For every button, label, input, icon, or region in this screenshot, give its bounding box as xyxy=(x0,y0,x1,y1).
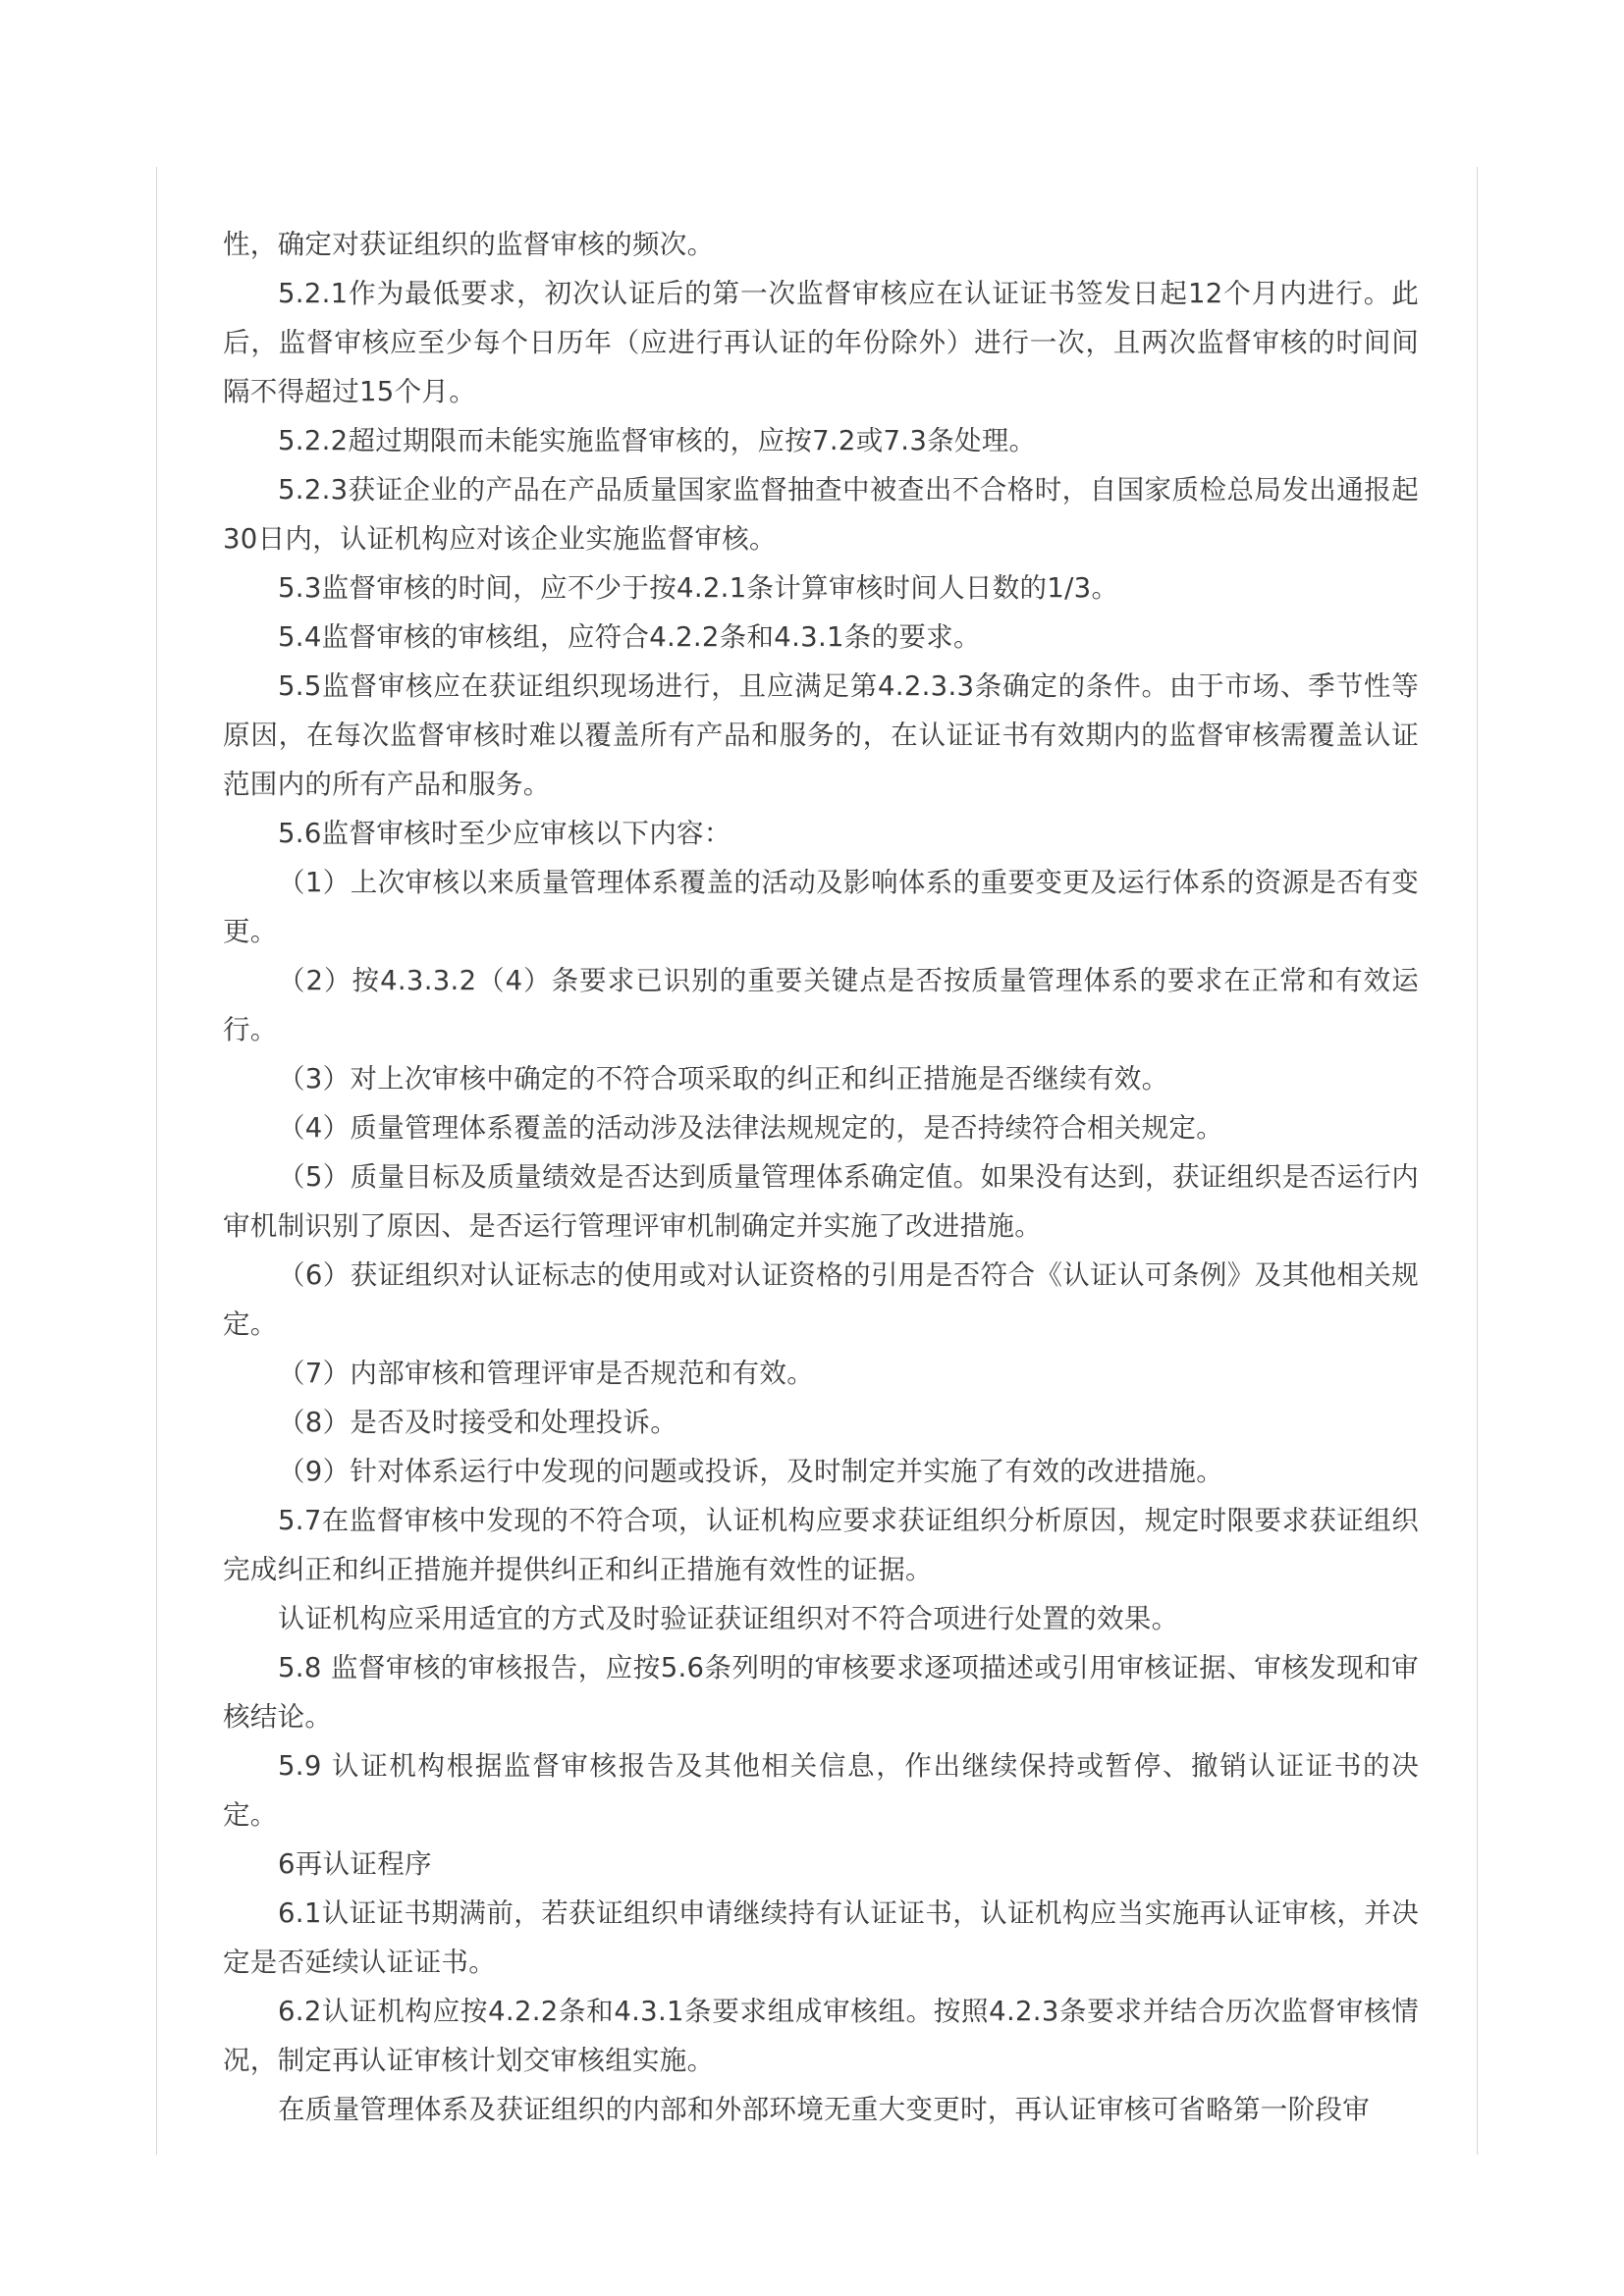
list-item: （8）是否及时接受和处理投诉。 xyxy=(278,1407,677,1438)
section-heading: 6再认证程序 xyxy=(278,1848,432,1880)
list-item: （7）内部审核和管理评审是否规范和有效。 xyxy=(278,1358,814,1389)
document-body xyxy=(223,220,1419,2134)
paragraph: 6.2认证机构应按4.2.2条和4.3.1条要求组成审核组。按照4.2.3条要求并结合历次监督审核情况，制定再认证审核计划交审核组实施。 xyxy=(223,1996,1419,2076)
list-item: （1）上次审核以来质量管理体系覆盖的活动及影响体系的重要变更及运行体系的资源是否有变更。 xyxy=(223,867,1419,947)
paragraph: 在质量管理体系及获证组织的内部和外部环境无重大变更时，再认证审核可省略第一阶段审 xyxy=(278,2094,1370,2125)
page-border-left xyxy=(156,167,157,2155)
paragraph: 5.4监督审核的审核组，应符合4.2.2条和4.3.1条的要求。 xyxy=(278,621,981,653)
list-item: （2）按4.3.3.2（4）条要求已识别的重要关键点是否按质量管理体系的要求在正常和有效运行。 xyxy=(223,965,1419,1045)
paragraph: 5.5监督审核应在获证组织现场进行，且应满足第4.2.3.3条确定的条件。由于市场、季节性等原因，在每次监督审核时难以覆盖所有产品和服务的，在认证证书有效期内的监督审核需覆盖认证范围内的所有产品和服务。 xyxy=(223,670,1419,800)
paragraph: 6.1认证证书期满前，若获证组织申请继续持有认证证书，认证机构应当实施再认证审核，并决定是否延续认证证书。 xyxy=(223,1897,1419,1978)
paragraph: 5.2.1作为最低要求，初次认证后的第一次监督审核应在认证证书签发日起12个月内进行。此后，监督审核应至少每个日历年（应进行再认证的年份除外）进行一次，且两次监督审核的时间间隔不得超过15个月。 xyxy=(223,278,1419,407)
paragraph: 5.9 认证机构根据监督审核报告及其他相关信息，作出继续保持或暂停、撤销认证证书的决定。 xyxy=(223,1750,1419,1831)
paragraph: 认证机构应采用适宜的方式及时验证获证组织对不符合项进行处置的效果。 xyxy=(278,1603,1179,1634)
list-item: （3）对上次审核中确定的不符合项采取的纠正和纠正措施是否继续有效。 xyxy=(278,1063,1169,1095)
paragraph: 5.2.3获证企业的产品在产品质量国家监督抽查中被查出不合格时，自国家质检总局发出通报起30日内，认证机构应对该企业实施监督审核。 xyxy=(223,474,1419,555)
list-item: （9）针对体系运行中发现的问题或投诉，及时制定并实施了有效的改进措施。 xyxy=(278,1456,1223,1487)
paragraph: 性，确定对获证组织的监督审核的频次。 xyxy=(223,229,715,260)
paragraph: 5.3监督审核的时间，应不少于按4.2.1条计算审核时间人日数的1/3。 xyxy=(278,572,1119,604)
paragraph: 5.6监督审核时至少应审核以下内容： xyxy=(278,818,731,849)
list-item: （5）质量目标及质量绩效是否达到质量管理体系确定值。如果没有达到，获证组织是否运行内审机制识别了原因、是否运行管理评审机制确定并实施了改进措施。 xyxy=(223,1161,1419,1242)
paragraph: 5.2.2超过期限而未能实施监督审核的，应按7.2或7.3条处理。 xyxy=(278,425,1037,456)
list-item: （4）质量管理体系覆盖的活动涉及法律法规规定的，是否持续符合相关规定。 xyxy=(278,1112,1223,1144)
paragraph: 5.8 监督审核的审核报告，应按5.6条列明的审核要求逐项描述或引用审核证据、审核发现和审核结论。 xyxy=(223,1652,1419,1733)
list-item: （6）获证组织对认证标志的使用或对认证资格的引用是否符合《认证认可条例》及其他相关规定。 xyxy=(223,1259,1419,1340)
paragraph: 5.7在监督审核中发现的不符合项，认证机构应要求获证组织分析原因，规定时限要求获证组织完成纠正和纠正措施并提供纠正和纠正措施有效性的证据。 xyxy=(223,1505,1419,1585)
page-border-right xyxy=(1477,167,1478,2155)
